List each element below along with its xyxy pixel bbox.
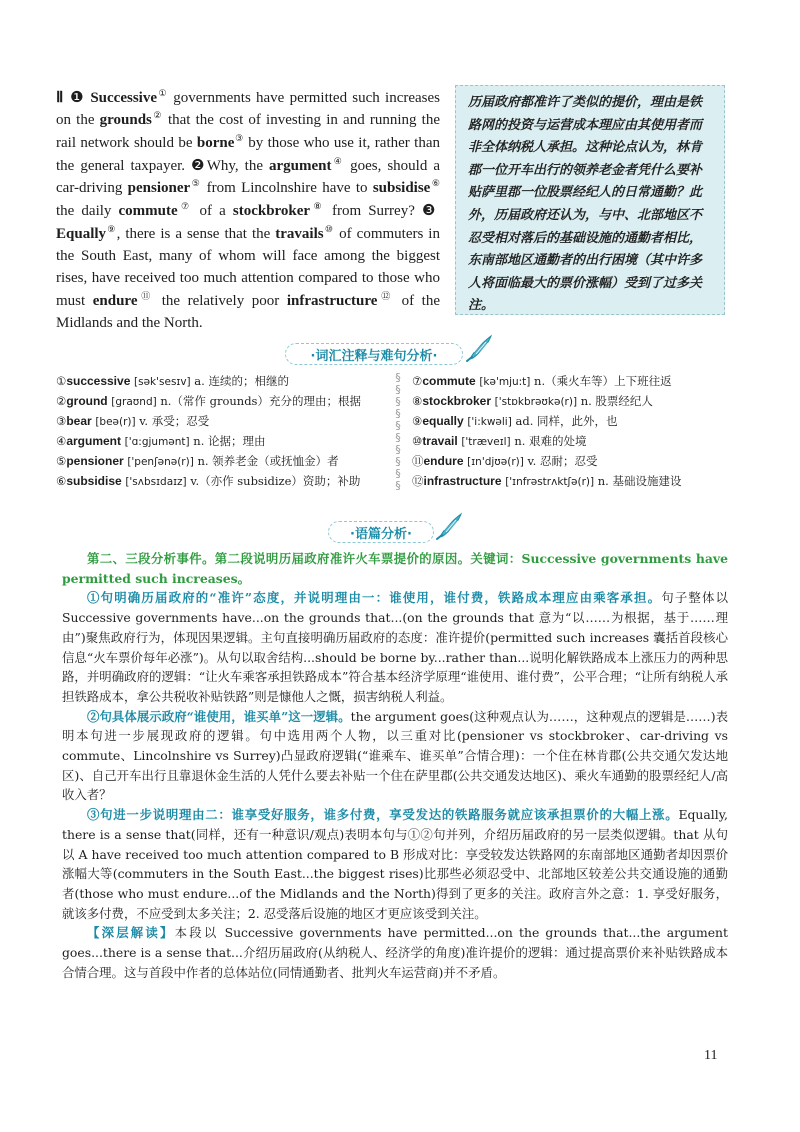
translation-text: 历届政府都准许了类似的提价，理由是铁路网的投资与运营成本理应由其使用者而非全体纳税人承担。这种论点认为，林肯郡一位开车出行的领养老金者凭什么要补贴萨里郡一位股票经纪人的日常通勤？此外，历届政府还认为，与中、北部地区不忍受相对落后的基础设施的通勤者相比，东南部地区通勤者的出行困境（其中许多人将面临最大的票价涨幅）受到了过多关注。 [468, 95, 703, 314]
analysis-point-3: ③句进一步说明理由二：谁享受好服务，谁多付费，享受发达的铁路服务就应该承担票价的大幅上涨。 [87, 807, 679, 823]
vocab-def: n. 基础设施建设 [597, 474, 682, 488]
analysis-text: 本段以 Successive governments have permitted...on the grounds that...the argument goes...there is a sense that...介绍历届政府(从纳税人、经济学的角度)准许提价的逻辑：通过提高票价来补贴铁路成本合情合理。这与首段中作者的总体站位(同情通勤者、批判火车运营商)并不矛盾。 [62, 925, 728, 980]
vocab-word: ground [66, 394, 108, 408]
translation-box [455, 85, 725, 315]
analysis-deep-reading [62, 923, 728, 982]
vocab-def: n. 股票经纪人 [580, 394, 653, 408]
passage-text: the daily [56, 203, 119, 220]
vocab-phonetic: [graʊnd] [111, 396, 157, 408]
vocab-num: ⑪ [412, 454, 424, 468]
vocab-def: v. 承受；忍受 [139, 414, 210, 428]
sentence-marker-2: ❷ [191, 155, 207, 174]
vocab-phonetic: [beə(r)] [95, 416, 136, 428]
vocab-item [56, 373, 289, 389]
vocab-word: commute [422, 374, 476, 388]
keyword-borne: borne [196, 134, 235, 151]
analysis-paragraph-3 [62, 805, 728, 923]
vocab-num: ① [56, 374, 67, 388]
note-ref-5: ⑤ [190, 178, 202, 189]
vocab-def: v.（亦作 subsidize）资助；补助 [190, 474, 361, 488]
note-ref-1: ① [157, 88, 169, 98]
vocab-item [56, 413, 209, 429]
vocab-num: ⑤ [56, 454, 67, 468]
keyword-infrastructure: infrastructure [286, 292, 378, 309]
paragraph-numeral: Ⅱ [56, 90, 65, 106]
sentence-marker-1: ❶ [70, 88, 86, 106]
note-ref-4: ④ [331, 155, 345, 166]
vocab-section-title: ·词汇注释与难句分析· [310, 348, 438, 364]
vocab-num: ⑧ [412, 394, 423, 408]
vocab-item [56, 433, 266, 449]
passage-text: , there is a sense that the [116, 225, 276, 242]
pen-icon [464, 333, 494, 363]
vocab-num: ② [56, 394, 67, 408]
vocab-num: ④ [56, 434, 67, 448]
analysis-paragraph-1 [62, 588, 728, 706]
note-ref-7: ⑦ [177, 201, 193, 212]
vocab-phonetic: ['stɒkbrəʊkə(r)] [494, 396, 578, 408]
keyword-successive: Successive [90, 90, 157, 106]
note-ref-11: ⑪ [137, 290, 155, 301]
keyword-endure: endure [92, 292, 138, 309]
vocab-phonetic: [kə'mju:t] [479, 376, 531, 388]
vocab-item [56, 453, 339, 469]
vocab-def: ad. 同样，此外，也 [515, 414, 618, 428]
passage-text: from Surrey? [324, 203, 422, 220]
analysis-section-header [328, 521, 434, 543]
passage-text: that the cost of investing in and running the rail network should be [56, 112, 440, 151]
passage-text: of commuters in the South East, many of whom will face among the biggest rises, have received too much attention compared to those who must [56, 225, 440, 309]
vocab-word: travail [422, 434, 458, 448]
vocab-word: bear [66, 414, 92, 428]
vocab-num: ⑨ [412, 414, 423, 428]
vocab-phonetic: ['i:kwəli] [467, 416, 512, 428]
vocab-item [56, 473, 360, 489]
passage-text: Why, the [206, 157, 269, 174]
keyword-grounds: grounds [99, 112, 152, 129]
analysis-point-2: ②句具体展示政府“谁使用，谁买单”这一逻辑。 [87, 708, 351, 724]
vocab-num: ⑫ [412, 474, 424, 488]
note-ref-10: ⑩ [323, 223, 335, 234]
vocab-def: n. 领养老金（或抚恤金）者 [197, 454, 339, 468]
passage-text: of a [192, 203, 233, 220]
vocab-word: endure [423, 454, 464, 468]
vocab-phonetic: [ɪn'djʊə(r)] [467, 456, 524, 468]
vocab-def: n.（常作 grounds）充分的理由；根据 [160, 394, 361, 408]
vocab-phonetic: [sək'sesɪv] [134, 376, 191, 388]
vocab-def: a. 连续的；相继的 [194, 374, 289, 388]
vocab-num: ③ [56, 414, 67, 428]
deep-reading-label: 【深层解读】 [87, 925, 175, 941]
note-ref-8: ⑧ [310, 201, 325, 212]
analysis-paragraph-2 [62, 707, 728, 806]
analysis-point-1: ①句明确历届政府的“准许”态度，并说明理由一：谁使用，谁付费，铁路成本理应由乘客承担。 [87, 590, 662, 606]
passage-text: of the Midlands and the North. [56, 292, 440, 331]
note-ref-6: ⑥ [430, 178, 440, 189]
vocab-num: ⑦ [412, 374, 423, 388]
keyword-argument: argument [269, 157, 332, 174]
analysis-text: 句子整体以 Successive governments have...on the grounds that...(on the grounds that 意为“以……为根据，基于……理由”)聚焦政府行为，体现因果逻辑。主句直接明确历届政府的态度：准许提价(permitted such increases 囊括首段核心信息“火车票价每年必涨”)。从句以取舍结构...should be borne by...rather than...说明化解铁路成本上涨压力的两种思路，并明确政府的逻辑：“让火车乘客承担铁路成本”符合基本经济学原理“谁使用、谁付费”，公平合理；“让所有纳税人承担铁路成本，拿公共税收补贴铁路”则是慷他人之慨，损害纳税人利益。 [62, 590, 729, 704]
passage-text: from Lincolnshire have to [201, 180, 373, 197]
note-ref-12: ⑫ [377, 290, 395, 301]
vocab-phonetic: ['sʌbsɪdaɪz] [125, 476, 187, 488]
analysis-body [62, 549, 728, 982]
vocab-item [412, 373, 672, 389]
vocab-phonetic: ['ɑ:gjumənt] [124, 436, 190, 448]
keyword-commute: commute [118, 203, 178, 220]
column-divider: § § § § § § § § § § [395, 371, 401, 492]
vocab-word: pensioner [66, 454, 124, 468]
keyword-subsidise: subsidise [372, 180, 431, 197]
vocab-item [412, 473, 681, 489]
vocab-item [56, 393, 361, 409]
analysis-text: Equally, there is a sense that(同样，还有一种意识/观点)表明本句与①②句并列，介绍历届政府的另一层类似逻辑。that 从句以 A have received too much attention compared to B 形成对比：享受较发达铁路网的东南部地区通勤者却因票价涨幅大等(commuters in the South East...the biggest rises)比那些必须忍受中、北部地区较差公共交通设施的通勤者(those who must endure...of the Midlands and the North)得到了更多的关注。政府言外之意：1. 享受好服务，就该多付费，不应受到太多关注；2. 忍受落后设施的地区才更应该受到关注。 [62, 807, 728, 921]
vocab-item [412, 453, 597, 469]
passage-text: the relatively poor [154, 292, 287, 309]
note-ref-9: ⑨ [106, 223, 117, 234]
vocab-def: v. 忍耐；忍受 [527, 454, 598, 468]
vocab-item [412, 393, 653, 409]
passage-paragraph [56, 86, 440, 334]
passage-text: governments have permitted such increases on the [56, 90, 441, 129]
vocab-word: stockbroker [422, 394, 492, 408]
vocab-section-header [285, 343, 463, 365]
vocab-num: ⑩ [412, 434, 423, 448]
note-ref-2: ② [151, 110, 163, 121]
pen-icon [434, 511, 464, 541]
keyword-pensioner: pensioner [127, 180, 191, 197]
vocab-num: ⑥ [56, 474, 67, 488]
keyword-travails: travails [275, 225, 324, 242]
note-ref-3: ③ [234, 132, 244, 143]
vocab-phonetic: ['ɪnfrəstrʌktʃə(r)] [505, 476, 595, 488]
vocab-word: successive [66, 374, 131, 388]
vocab-word: subsidise [66, 474, 122, 488]
keyword-stockbroker: stockbroker [232, 203, 311, 220]
keyword-equally: Equally [56, 225, 107, 242]
vocab-def: n. 艰难的处境 [514, 434, 587, 448]
vocab-item [412, 433, 587, 449]
vocab-word: infrastructure [423, 474, 502, 488]
passage-text: by those who use it, rather than the general taxpayer. [56, 134, 440, 174]
vocab-phonetic: ['penʃənə(r)] [127, 456, 194, 468]
passage-text: goes, should a car-driving [56, 157, 440, 197]
page-number: 11 [704, 1048, 718, 1063]
vocab-item [412, 413, 618, 429]
analysis-text: the argument goes(这种观点认为……，这种观点的逻辑是……)表明本句进一步展现政府的逻辑。句中选用两个人物，以三重对比(pensioner vs stockbroker、car-driving vs commute、Lincolnshire vs Surrey)凸显政府逻辑(“谁乘车、谁买单”合情合理)：一个住在林肯郡(公共交通欠发达地区)、自己开车出行且靠退休金生活的人凭什么要去补贴一个住在萨里郡(公共交通发达地区)、乘火车通勤的股票经纪人/高收入者？ [62, 708, 728, 803]
vocab-word: equally [422, 414, 464, 428]
analysis-intro: 第二、三段分析事件。第二段说明历届政府准许火车票提价的原因。关键词：Successive governments have permitted such increases。 [62, 551, 728, 586]
vocab-def: n. 论据；理由 [193, 434, 266, 448]
sentence-marker-3: ❸ [421, 201, 439, 220]
analysis-section-title: ·语篇分析· [350, 526, 412, 542]
vocab-phonetic: ['træveɪl] [461, 436, 511, 448]
vocab-word: argument [66, 434, 121, 448]
vocab-def: n.（乘火车等）上下班往返 [534, 374, 672, 388]
